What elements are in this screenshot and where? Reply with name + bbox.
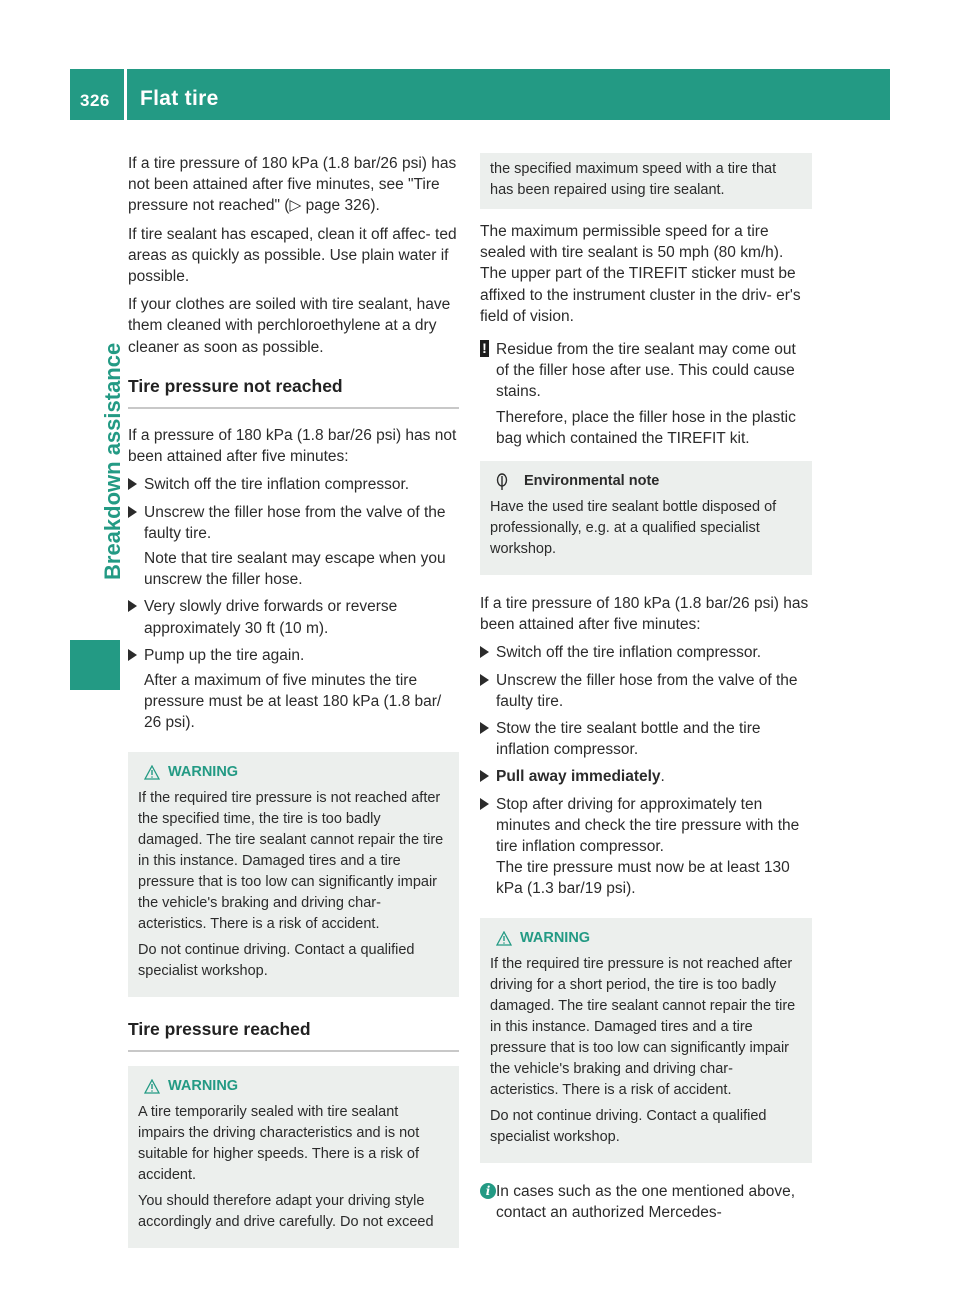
step-text: Very slowly drive forwards or reverse approximately 30 ft (10 m). bbox=[144, 598, 398, 637]
header-divider bbox=[124, 69, 127, 120]
step-arrow-icon bbox=[128, 478, 137, 490]
step-text: Switch off the tire inflation compressor. bbox=[144, 476, 410, 494]
paragraph: If a tire pressure of 180 kPa (1.8 bar/26 psi) has been attained after five minutes: bbox=[480, 595, 809, 634]
step-subtext: After a maximum of five minutes the tire pressure must be at least 180 kPa (1.8 bar/ 26 psi). bbox=[144, 672, 442, 732]
note-text: Residue from the tire sealant may come out of the filler hose after use. This could cause stains. bbox=[496, 341, 796, 401]
info-text: In cases such as the one mentioned above, contact an authorized Mercedes- bbox=[496, 1182, 796, 1221]
warning-box bbox=[128, 1066, 459, 1248]
step-arrow-icon bbox=[480, 798, 489, 810]
warning-title-text: WARNING bbox=[168, 1077, 239, 1094]
paragraph: The maximum permissible speed for a tire sealed with tire sealant is 50 mph (80 km/h). The upper part of the TIREFIT sticker must be affixed to the instrument cluster in the driv- er's field of vision. bbox=[480, 223, 801, 325]
intro-paragraph: If a tire pressure of 180 kPa (1.8 bar/26 psi) has not been attained after five minutes, see "Tire pressure not reached" (▷ page 326). bbox=[128, 155, 457, 215]
warning-title bbox=[138, 1076, 449, 1097]
note-subtext: Therefore, place the filler hose in the plastic bag which contained the TIREFIT kit. bbox=[496, 408, 796, 447]
heading-tire-pressure-reached: Tire pressure reached bbox=[128, 1019, 459, 1052]
step-item bbox=[480, 642, 812, 663]
environmental-note-title-text: Environmental note bbox=[524, 473, 660, 490]
step-item bbox=[480, 766, 812, 787]
step-text: Pump up the tire again. bbox=[144, 646, 305, 664]
warning-text: You should therefore adapt your driving style accordingly and drive carefully. Do not exceed bbox=[138, 1192, 434, 1230]
step-arrow-icon bbox=[128, 600, 137, 612]
step-text: Unscrew the filler hose from the valve of the faulty tire. bbox=[144, 503, 446, 542]
step-text: Stow the tire sealant bottle and the tire inflation compressor. bbox=[496, 720, 761, 759]
side-tab-label: Breakdown assistance bbox=[100, 342, 125, 580]
warning-title-text: WARNING bbox=[168, 763, 239, 780]
info-icon: i bbox=[480, 1183, 496, 1199]
warning-title-text: WARNING bbox=[520, 929, 591, 946]
environmental-note-box bbox=[480, 461, 812, 575]
info-note bbox=[480, 1181, 812, 1223]
page-header bbox=[70, 69, 890, 120]
environmental-note-text: Have the used tire sealant bottle disposed of professionally, e.g. at a qualified specialist workshop. bbox=[490, 499, 777, 558]
step-item bbox=[480, 794, 812, 900]
side-tab-marker bbox=[70, 640, 120, 690]
exclamation-icon: ! bbox=[480, 340, 489, 357]
step-item bbox=[480, 718, 812, 760]
step-text: Switch off the tire inflation compressor. bbox=[496, 644, 762, 662]
warning-text: Do not continue driving. Contact a qualified specialist workshop. bbox=[138, 941, 415, 979]
warning-box-continued: the specified maximum speed with a tire that has been repaired using tire sealant. bbox=[480, 153, 812, 209]
warning-text: If the required tire pressure is not reached after driving for a short period, the tire is too badly damaged. The tire sealant cannot repair the tire in this instance. Damaged tires and a tire pressure that is too low can significantly impair the vehicle's braking and driving char- acteristics. There is a risk of accident. bbox=[490, 955, 796, 1098]
step-arrow-icon bbox=[480, 722, 489, 734]
step-item bbox=[128, 502, 459, 591]
step-text-bold: Pull away immediately bbox=[496, 768, 661, 786]
paragraph: If a pressure of 180 kPa (1.8 bar/26 psi) has not been attained after five minutes: bbox=[128, 427, 457, 466]
step-subtext: The tire pressure must now be at least 130 kPa (1.3 bar/19 psi). bbox=[496, 859, 790, 898]
heading-tire-pressure-not-reached: Tire pressure not reached bbox=[128, 376, 459, 409]
step-text-suffix: . bbox=[660, 768, 665, 786]
step-arrow-icon bbox=[480, 770, 489, 782]
step-item bbox=[128, 474, 459, 495]
note-item bbox=[480, 339, 812, 449]
environmental-note-title bbox=[490, 471, 802, 492]
step-text: Unscrew the filler hose from the valve of the faulty tire. bbox=[496, 671, 798, 710]
warning-text: Do not continue driving. Contact a qualified specialist workshop. bbox=[490, 1107, 767, 1145]
warning-box bbox=[128, 752, 459, 997]
step-subtext: Note that tire sealant may escape when you unscrew the filler hose. bbox=[144, 550, 446, 589]
step-item bbox=[480, 670, 812, 712]
step-item bbox=[128, 645, 459, 734]
leaf-icon bbox=[494, 473, 510, 491]
step-arrow-icon bbox=[128, 649, 137, 661]
step-arrow-icon bbox=[480, 674, 489, 686]
warning-text: If the required tire pressure is not reached after the specified time, the tire is too badly damaged. The tire sealant cannot repair the tire in this instance. Damaged tires and a tire pressure that is too low can significantly impair the vehicle's braking and driving char- acteristics. There is a risk of accident. bbox=[138, 789, 444, 932]
intro-paragraph: If tire sealant has escaped, clean it off affec- ted areas as quickly as possible. Use plain water if possible. bbox=[128, 225, 457, 286]
step-arrow-icon bbox=[128, 506, 137, 518]
left-column bbox=[128, 153, 459, 1266]
warning-triangle-icon bbox=[496, 931, 512, 946]
step-arrow-icon bbox=[480, 646, 489, 658]
step-text: Stop after driving for approximately ten minutes and check the tire pressure with the tire inflation compressor. bbox=[496, 795, 800, 856]
warning-triangle-icon bbox=[144, 765, 160, 780]
warning-title bbox=[138, 762, 449, 783]
right-column bbox=[480, 153, 812, 1229]
step-item bbox=[128, 596, 459, 638]
warning-text: A tire temporarily sealed with tire sealant impairs the driving characteristics and is not suitable for higher speeds. There is a risk of accident. bbox=[138, 1103, 420, 1183]
section-title: Flat tire bbox=[140, 87, 219, 110]
warning-triangle-icon bbox=[144, 1079, 160, 1094]
intro-paragraph: If your clothes are soiled with tire sealant, have them cleaned with perchloroethylene at a dry cleaner as soon as possible. bbox=[128, 296, 451, 356]
warning-box bbox=[480, 918, 812, 1163]
page-number: 326 bbox=[80, 91, 110, 110]
warning-title bbox=[490, 928, 802, 949]
